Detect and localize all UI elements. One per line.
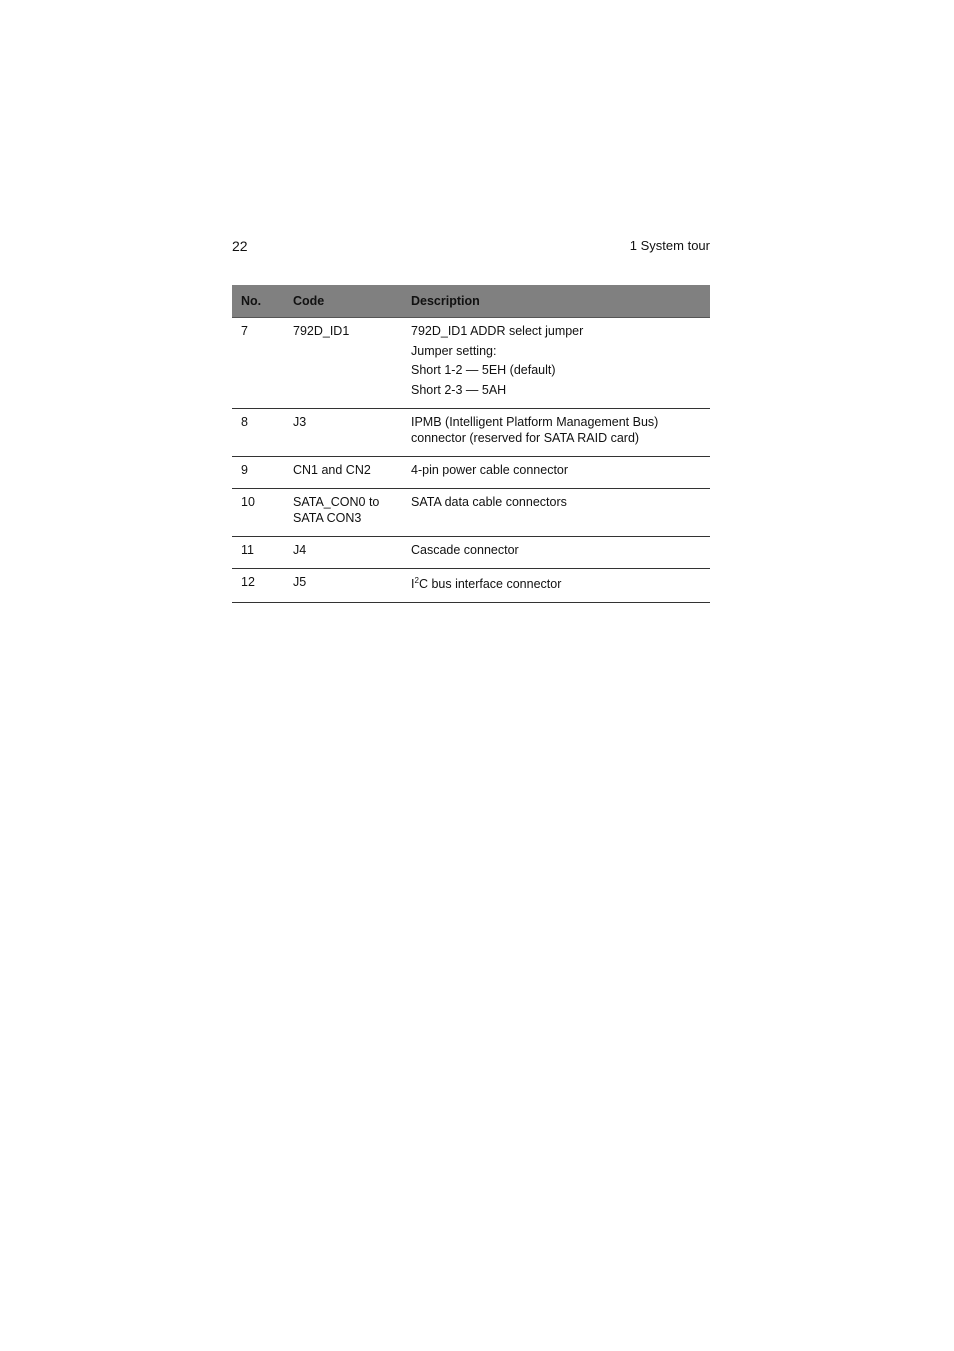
row-code: J5: [284, 568, 402, 602]
description-suffix: C bus interface connector: [418, 576, 562, 591]
table-row: [232, 568, 710, 602]
connector-table: [232, 285, 710, 603]
row-description: [402, 568, 710, 602]
page-number: 22: [232, 238, 248, 254]
table-row: [232, 408, 710, 456]
row-code: SATA_CON0 to SATA CON3: [284, 488, 402, 536]
description-line: Jumper setting:: [411, 343, 497, 358]
row-no: 8: [232, 408, 284, 456]
row-description: Cascade connector: [402, 536, 710, 568]
table-header-row: [232, 285, 710, 318]
table-row: [232, 536, 710, 568]
row-no: 11: [232, 536, 284, 568]
running-header: 1 System tour: [629, 238, 710, 253]
column-header-code: Code: [284, 285, 402, 318]
row-description: [402, 318, 710, 409]
row-code: J3: [284, 408, 402, 456]
description-line: 792D_ID1 ADDR select jumper: [411, 324, 584, 338]
table-row: [232, 318, 710, 409]
row-no: 9: [232, 456, 284, 488]
table-row: [232, 456, 710, 488]
column-header-description: Description: [402, 285, 710, 318]
row-no: 7: [232, 318, 284, 409]
description-line: Short 1-2 — 5EH (default): [411, 363, 556, 377]
description-line: Short 2-3 — 5AH: [411, 382, 507, 397]
row-code: 792D_ID1: [284, 318, 402, 409]
row-description: 4-pin power cable connector: [402, 456, 710, 488]
row-description: SATA data cable connectors: [402, 488, 710, 536]
row-code: CN1 and CN2: [284, 456, 402, 488]
description-prefix: I: [411, 576, 415, 591]
table-row: [232, 488, 710, 536]
description-superscript: 2: [414, 575, 419, 585]
row-no: 10: [232, 488, 284, 536]
column-header-no: No.: [232, 285, 284, 318]
row-code: J4: [284, 536, 402, 568]
row-no: 12: [232, 568, 284, 602]
row-description: IPMB (Intelligent Platform Management Bus) connector (reserved for SATA RAID card): [402, 408, 710, 456]
